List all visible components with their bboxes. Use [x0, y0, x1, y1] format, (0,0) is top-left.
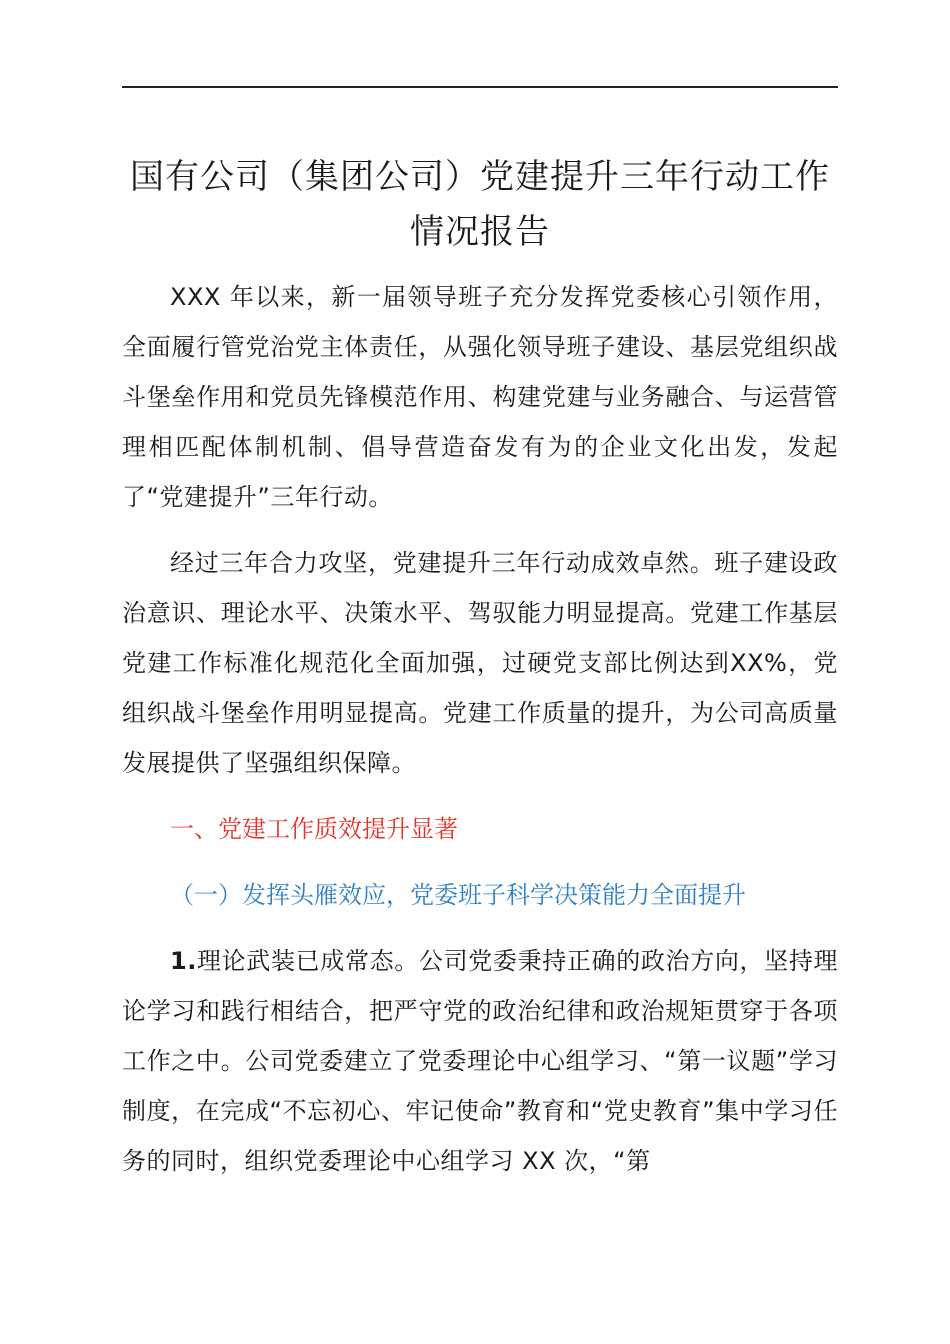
header-rule: [122, 86, 838, 88]
section-heading-1: 一、党建工作质效提升显著: [170, 815, 458, 843]
title-line-2: 情况报告: [410, 212, 550, 252]
title-line-1: 国有公司（集团公司）党建提升三年行动工作: [130, 157, 830, 197]
item-1-paragraph: [122, 936, 838, 1186]
item-1-number: 1.: [170, 947, 197, 975]
summary-paragraph: 经过三年合力攻坚，党建提升三年行动成效卓然。班子建设政治意识、理论水平、决策水平、驾驭能力明显提高。党建工作基层党建工作标准化规范化全面加强，过硬党支部比例达到XX%，党组织战斗堡垒作用明显提高。党建工作质量的提升，为公司高质量发展提供了坚强组织保障。: [122, 549, 838, 777]
intro-paragraph: XXX 年以来，新一届领导班子充分发挥党委核心引领作用，全面履行管党治党主体责任，从强化领导班子建设、基层党组织战斗堡垒作用和党员先锋模范作用、构建党建与业务融合、与运营管理相匹配体制机制、倡导营造奋发有为的企业文化出发，发起了“党建提升”三年行动。: [122, 283, 838, 511]
document-body: [122, 272, 838, 1186]
subsection-heading-1: （一）发挥头雁效应，党委班子科学决策能力全面提升: [170, 881, 746, 909]
item-1-text: 理论武装已成常态。公司党委秉持正确的政治方向，坚持理论学习和践行相结合，把严守党的政治纪律和政治规矩贯穿于各项工作之中。公司党委建立了党委理论中心组学习、“第一议题”学习制度，在完成“不忘初心、牢记使命”教育和“党史教育”集中学习任务的同时，组织党委理论中心组学习 XX 次，“第: [122, 947, 838, 1175]
document-title: [100, 150, 860, 260]
